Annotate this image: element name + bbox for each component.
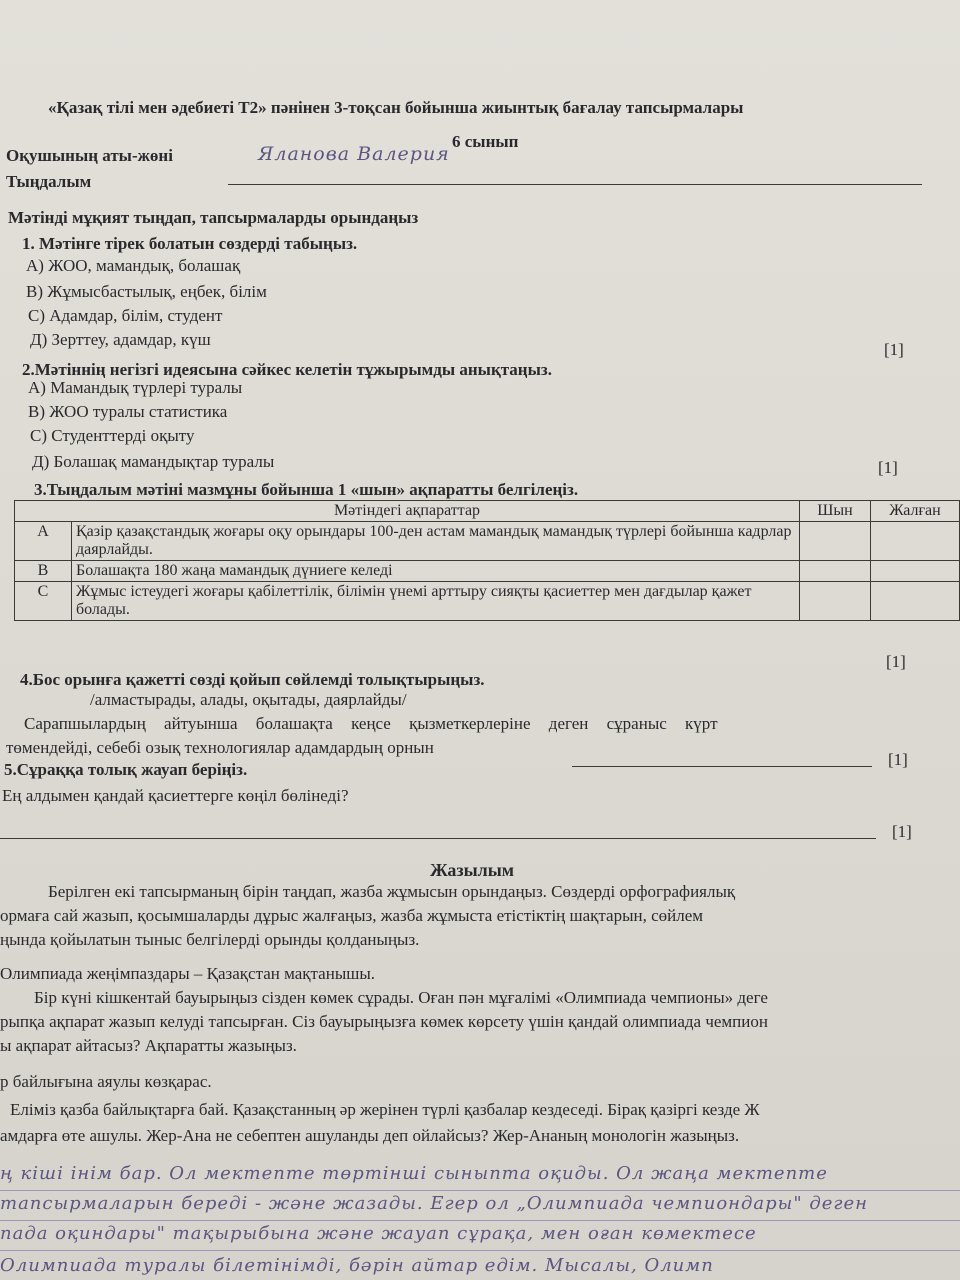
topic-1-line-1: Бір күні кішкентай бауырыңыз сізден көмек сұрады. Оған пән мұғалімі «Олимпиада чемпионы» деге [34, 988, 768, 1007]
handwriting-line-4: Олимпиада туралы білетінімді, бәрін айтар едім. Мысалы, Олимп [0, 1255, 714, 1276]
handwriting-line-2: тапсырмаларын береді - және жазады. Егер ол „Олимпиада чемпиондары" деген [0, 1193, 868, 1214]
ruled-line [0, 1250, 960, 1251]
writing-instruction-3: ңында қойылатын тыныс белгілерді орынды қолданыңыз. [0, 930, 420, 949]
q5-mark: [1] [892, 822, 912, 841]
q1-option-d: Д) Зерттеу, адамдар, күш [30, 330, 211, 349]
q4-sentence-line-1: Сарапшылардың айтуынша болашақта кеңсе қызметкерлеріне деген сұраныс күрт [24, 714, 718, 733]
q2-mark: [1] [878, 458, 898, 477]
ruled-line [0, 1190, 960, 1191]
row-letter: В [15, 561, 72, 582]
question-2: 2.Мәтіннің негізгі идеясына сәйкес келетін тұжырымды анықтаңыз. [22, 360, 552, 379]
question-1: 1. Мәтінге тірек болатын сөздерді табыңыз. [22, 234, 358, 253]
q1-option-b: В) Жұмысбастылық, еңбек, білім [26, 282, 267, 301]
table-row [15, 561, 960, 582]
q5-question: Ең алдымен қандай қасиеттерге көңіл бөлінеді? [2, 786, 349, 805]
handwriting-line-1: ң кіші інім бар. Ол мектепте төртінші сыныпта оқиды. Ол жаңа мектепте [0, 1163, 828, 1184]
q4-mark: [1] [888, 750, 908, 769]
q2-option-b: В) ЖОО туралы статистика [28, 402, 228, 421]
topic-1-line-2: рыпқа ақпарат жазып келуді тапсырған. Сіз бауырыңызға көмек көрсету үшін қандай олимпиада чемпион [0, 1012, 768, 1031]
true-checkbox-cell[interactable] [800, 522, 871, 561]
handwriting-line-3: пада оқиндары" тақырыбына және жауап сұрақа, мен оған көмектесе [0, 1223, 757, 1244]
q5-answer-line[interactable] [0, 838, 876, 839]
row-letter: С [15, 582, 72, 621]
grade-label: 6 сынып [452, 132, 519, 151]
question-5: 5.Сұраққа толық жауап беріңіз. [4, 760, 248, 779]
question-4: 4.Бос орынға қажетті сөзді қойып сөйлемді толықтырыңыз. [20, 670, 485, 689]
listening-heading: Тыңдалым [6, 172, 92, 191]
true-checkbox-cell[interactable] [800, 582, 871, 621]
row-statement: Болашақта 180 жаңа мамандық дүниеге келеді [72, 561, 800, 582]
q1-option-a: А) ЖОО, мамандық, болашақ [26, 256, 241, 275]
q2-option-a: А) Мамандық түрлері туралы [28, 378, 243, 397]
false-checkbox-cell[interactable] [871, 561, 960, 582]
q4-sentence-line-2: төмендейді, себебі озық технологиялар адамдардың орнын [6, 738, 434, 757]
row-statement: Қазір қазақстандық жоғары оқу орындары 100-ден астам мамандық мамандық түрлері бойынша кадрлар даярлайды. [72, 522, 800, 561]
column-header-false: Жалған [871, 501, 960, 522]
topic-2-line-2: амдарға өте ашулы. Жер-Ана не себептен ашуланды деп ойлайсыз? Жер-Ананың монологін жазыңыз. [0, 1126, 740, 1145]
writing-instruction-2: ормаға сай жазып, қосымшаларды дұрыс жалғаңыз, жазба жұмыста етістіктің шақтарын, сөйлем [0, 906, 704, 925]
writing-heading: Жазылым [430, 860, 515, 880]
row-letter: А [15, 522, 72, 561]
q2-option-c: С) Студенттерді оқыту [30, 426, 195, 445]
q4-answer-line[interactable] [572, 766, 872, 767]
q4-word-bank: /алмастырады, алады, оқытады, даярлайды/ [90, 690, 407, 709]
column-header-info: Мәтіндегі ақпараттар [15, 501, 800, 522]
false-checkbox-cell[interactable] [871, 582, 960, 621]
q2-option-d: Д) Болашақ мамандықтар туралы [32, 452, 275, 471]
topic-1-title: Олимпиада жеңімпаздары – Қазақстан мақтанышы. [0, 964, 376, 983]
q1-option-c: С) Адамдар, білім, студент [28, 306, 223, 325]
true-checkbox-cell[interactable] [800, 561, 871, 582]
table-row [15, 522, 960, 561]
ruled-line [0, 1220, 960, 1221]
question-3: 3.Тыңдалым мәтіні мазмұны бойынша 1 «шын» ақпаратты белгілеңіз. [34, 480, 579, 499]
writing-instruction-1: Берілген екі тапсырманың бірін таңдап, жазба жұмысын орындаңыз. Сөздерді орфографиялық [48, 882, 736, 901]
student-name-handwriting: Яланова Валерия [258, 143, 450, 165]
q3-mark: [1] [886, 652, 906, 671]
worksheet-title: «Қазақ тілі мен әдебиеті Т2» пәнінен 3-тоқсан бойынша жиынтық бағалау тапсырмалары [48, 98, 744, 117]
student-name-line [228, 184, 922, 185]
table-header-row [15, 501, 960, 522]
table-row [15, 582, 960, 621]
topic-1-line-3: ы ақпарат айтасыз? Ақпаратты жазыңыз. [0, 1036, 297, 1055]
false-checkbox-cell[interactable] [871, 522, 960, 561]
listening-instruction: Мәтінді мұқият тыңдап, тапсырмаларды орындаңыз [8, 208, 419, 227]
true-false-table [14, 500, 960, 621]
topic-2-line-1: Еліміз қазба байлықтарға бай. Қазақстанның әр жерінен түрлі қазбалар кездеседі. Бірақ қазіргі кезде Ж [10, 1100, 760, 1119]
student-name-label: Оқушының аты-жөні [6, 146, 173, 165]
q1-mark: [1] [884, 340, 904, 359]
row-statement: Жұмыс істеудегі жоғары қабілеттілік, білімін үнемі арттыру сияқты қасиеттер мен дағдылар қажет болады. [72, 582, 800, 621]
column-header-true: Шын [800, 501, 871, 522]
topic-2-title: р байлығына аяулы көзқарас. [0, 1072, 212, 1091]
